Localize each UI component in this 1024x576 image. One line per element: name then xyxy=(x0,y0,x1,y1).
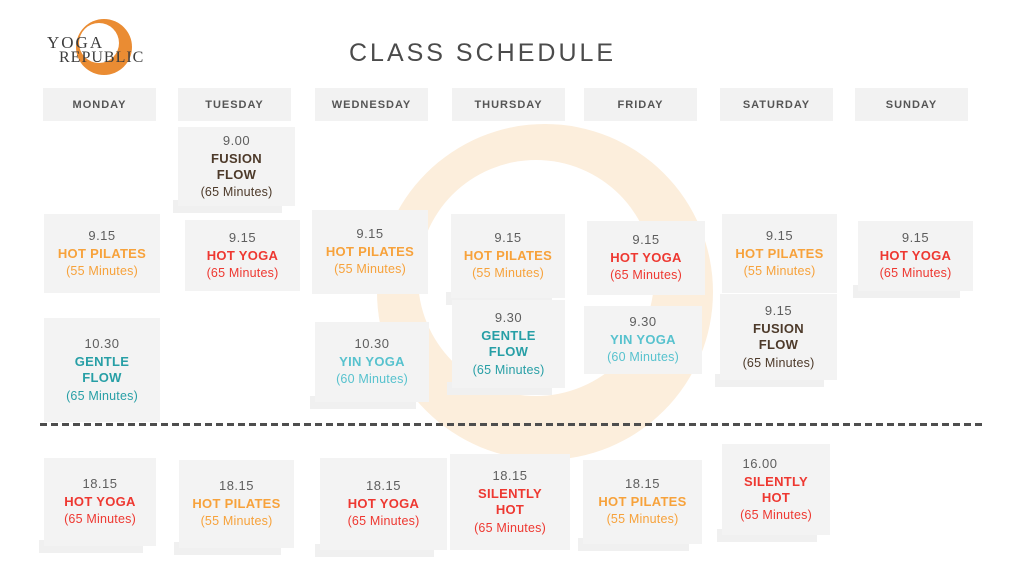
class-card-thursday-915 xyxy=(451,214,565,298)
class-time: 9.15 xyxy=(356,226,384,242)
day-header-saturday: SATURDAY xyxy=(720,88,833,121)
class-card-thursday-1815 xyxy=(450,454,570,550)
class-time: 9.30 xyxy=(629,314,657,330)
class-duration: (65 Minutes) xyxy=(472,362,545,377)
class-name: HOT YOGA xyxy=(64,494,136,510)
class-name: HOT PILATES xyxy=(192,496,281,512)
class-name: FUSION FLOW xyxy=(211,150,262,182)
class-time: 9.00 xyxy=(222,132,251,148)
class-time: 18.15 xyxy=(492,468,528,484)
class-time: 9.15 xyxy=(88,227,116,243)
class-time: 18.15 xyxy=(218,478,255,494)
class-duration: (55 Minutes) xyxy=(472,266,544,281)
class-card-sunday-915 xyxy=(858,221,973,291)
class-name: SILENTLY HOT xyxy=(743,473,809,505)
class-duration: (65 Minutes) xyxy=(742,355,815,370)
class-time: 16.00 xyxy=(742,455,778,471)
class-name: HOT YOGA xyxy=(879,248,952,264)
class-card-saturday-915 xyxy=(722,214,837,293)
class-time: 9.15 xyxy=(765,227,794,243)
class-card-monday-1815 xyxy=(44,458,156,546)
class-card-friday-1815 xyxy=(583,460,702,544)
class-name: SILENTLY HOT xyxy=(477,486,543,518)
class-name: HOT PILATES xyxy=(735,245,824,261)
day-header-sunday: SUNDAY xyxy=(855,88,968,121)
day-header-wednesday: WEDNESDAY xyxy=(315,88,428,121)
class-time: 9.15 xyxy=(764,303,793,319)
class-time: 9.30 xyxy=(494,310,523,326)
logo-text-yoga: YOGA xyxy=(47,33,105,52)
class-card-saturday-915 xyxy=(720,294,837,380)
class-name: HOT PILATES xyxy=(598,494,687,510)
page-title: CLASS SCHEDULE xyxy=(349,39,617,67)
class-duration: (55 Minutes) xyxy=(66,263,138,278)
class-duration: (65 Minutes) xyxy=(740,508,812,523)
logo xyxy=(40,12,160,84)
morning-evening-divider xyxy=(40,423,985,426)
class-card-tuesday-900 xyxy=(178,127,295,206)
class-time: 18.15 xyxy=(624,476,661,492)
class-duration: (65 Minutes) xyxy=(610,268,682,283)
class-name: GENTLE FLOW xyxy=(481,328,536,360)
day-header-friday: FRIDAY xyxy=(584,88,697,121)
class-card-saturday-1600 xyxy=(722,444,830,535)
class-card-friday-915 xyxy=(587,221,705,295)
class-time: 18.15 xyxy=(365,478,402,494)
class-time: 9.15 xyxy=(228,229,257,245)
class-name: HOT YOGA xyxy=(347,496,420,512)
class-time: 9.15 xyxy=(632,232,660,248)
class-duration: (60 Minutes) xyxy=(336,372,408,387)
class-duration: (65 Minutes) xyxy=(474,520,546,535)
class-duration: (65 Minutes) xyxy=(64,512,136,527)
class-time: 18.15 xyxy=(82,476,118,492)
class-name: HOT PILATES xyxy=(325,244,415,260)
day-header-monday: MONDAY xyxy=(43,88,156,121)
class-name: HOT YOGA xyxy=(206,247,279,263)
class-duration: (65 Minutes) xyxy=(206,265,279,280)
class-duration: (55 Minutes) xyxy=(743,263,816,278)
class-card-wednesday-1030 xyxy=(315,322,429,402)
class-card-tuesday-915 xyxy=(185,220,300,291)
class-time: 10.30 xyxy=(84,336,120,352)
class-card-monday-915 xyxy=(44,214,160,293)
class-name: HOT PILATES xyxy=(463,248,553,264)
class-time: 9.15 xyxy=(494,230,522,246)
day-header-thursday: THURSDAY xyxy=(452,88,565,121)
day-header-tuesday: TUESDAY xyxy=(178,88,291,121)
class-name: HOT YOGA xyxy=(610,250,682,266)
logo-text-republic: REPUBLIC xyxy=(59,49,145,66)
class-duration: (55 Minutes) xyxy=(334,262,406,277)
class-name: HOT PILATES xyxy=(57,245,147,261)
class-card-thursday-930 xyxy=(452,300,565,388)
class-duration: (65 Minutes) xyxy=(347,514,420,529)
class-card-wednesday-915 xyxy=(312,210,428,294)
class-time: 10.30 xyxy=(354,336,390,352)
class-name: YIN YOGA xyxy=(339,354,405,370)
class-duration: (55 Minutes) xyxy=(200,514,273,529)
class-name: YIN YOGA xyxy=(610,332,676,348)
class-time: 9.15 xyxy=(901,230,930,246)
class-card-wednesday-1815 xyxy=(320,458,447,550)
class-card-monday-1030 xyxy=(44,318,160,422)
class-card-friday-930 xyxy=(584,306,702,374)
class-duration: (55 Minutes) xyxy=(606,512,679,527)
class-name: FUSION FLOW xyxy=(753,321,804,353)
class-duration: (65 Minutes) xyxy=(200,185,273,200)
class-duration: (60 Minutes) xyxy=(607,350,679,365)
class-card-tuesday-1815 xyxy=(179,460,294,548)
class-name: GENTLE FLOW xyxy=(74,354,130,386)
class-duration: (65 Minutes) xyxy=(879,266,952,281)
class-duration: (65 Minutes) xyxy=(66,388,138,403)
